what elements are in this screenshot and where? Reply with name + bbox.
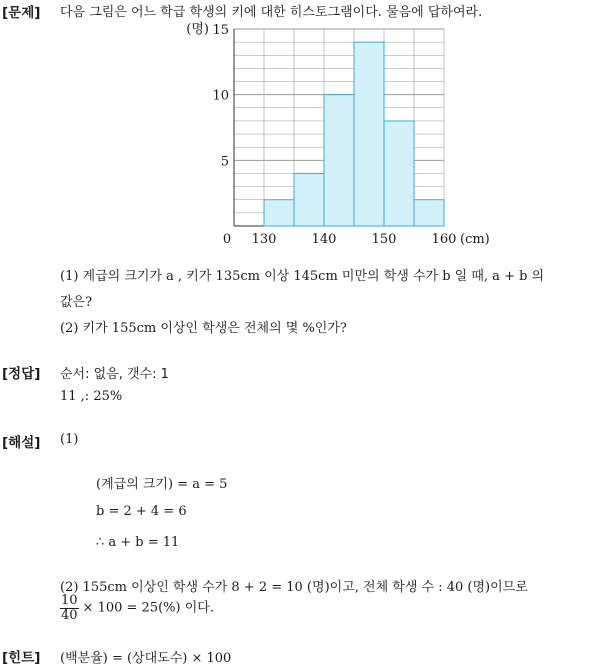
explanation-eq2: b = 2 + 4 = 6 [96, 504, 187, 519]
x-unit-label: (cm) [460, 232, 490, 247]
x-tick-label: 130 [251, 232, 277, 247]
histogram-bar [294, 173, 324, 226]
fraction-numerator: 10 [61, 593, 78, 608]
question-sub2: (2) 키가 155cm 이상인 학생은 전체의 몇 %인가? [60, 321, 347, 336]
histogram-bar [414, 200, 444, 226]
answer-tag: [정답] [2, 366, 41, 382]
explanation-eq3: ∴ a + b = 11 [96, 535, 180, 550]
answer-line2: 11 ,: 25% [60, 389, 123, 404]
question-tag: [문제] [2, 5, 41, 21]
y-tick-label: 5 [220, 154, 229, 170]
histogram-chart [0, 0, 592, 252]
histogram-bar [264, 200, 294, 226]
explanation-part1-label: (1) [60, 432, 79, 447]
hint-tag: [힌트] [2, 650, 41, 666]
x-tick-label: 160 [431, 232, 457, 247]
explanation-part2-rest: × 100 = 25(%) 이다. [82, 600, 214, 616]
fraction-denominator: 40 [61, 607, 78, 623]
y-tick-label: 15 [212, 23, 229, 38]
answer-line1: 순서: 없음, 갯수: 1 [60, 367, 169, 382]
x-tick-label: 140 [311, 232, 337, 247]
histogram-bar [324, 95, 354, 226]
explanation-part2-line1: (2) 155cm 이상인 학생 수가 8 + 2 = 10 (명)이고, 전체 학생 수 : 40 (명)이므로 [60, 580, 528, 595]
question-prompt: 다음 그림은 어느 학급 학생의 키에 대한 히스토그램이다. 물음에 답하여라. [60, 5, 483, 20]
explanation-part2-line2 [60, 594, 214, 622]
hint-text: (백분율) = (상대도수) × 100 [60, 651, 232, 666]
explanation-eq1: (계급의 크기) = a = 5 [96, 477, 228, 492]
x-tick-label: 150 [371, 232, 397, 247]
histogram-bar [354, 42, 384, 226]
origin-label: 0 [222, 232, 232, 247]
percent-fraction [60, 594, 79, 622]
y-tick-label: 10 [212, 88, 229, 104]
question-sub1-line2: 값은? [60, 295, 93, 310]
y-unit-label: (명) [186, 22, 209, 37]
question-sub1-line1: (1) 계급의 크기가 a , 키가 135cm 이상 145cm 미만의 학생 수가 b 일 때, a + b 의 [60, 269, 545, 284]
histogram-bar [384, 121, 414, 226]
explanation-tag: [해설] [2, 435, 41, 451]
